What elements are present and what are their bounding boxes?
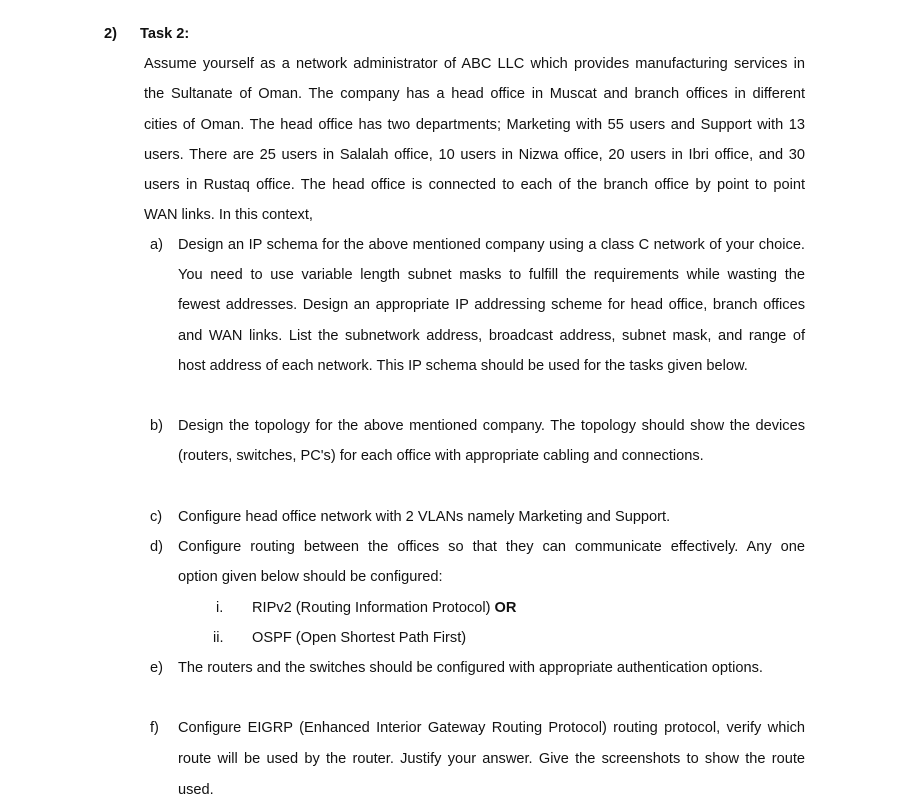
- item-label: b): [150, 418, 163, 434]
- item-line: The routers and the switches should be configured with appropriate authentication options.: [178, 660, 763, 676]
- item-line: Configure EIGRP (Enhanced Interior Gateway Routing Protocol) routing protocol, verify which: [178, 720, 805, 736]
- item-line: You need to use variable length subnet masks to fulfill the requirements while wasting the: [178, 267, 805, 283]
- intro-line: users in Rustaq office. The head office is connected to each of the branch office by point to point: [144, 177, 805, 193]
- question-number: 2): [104, 26, 117, 42]
- task-title: Task 2:: [140, 26, 190, 42]
- item-label: f): [150, 720, 159, 736]
- option-text: OSPF (Open Shortest Path First): [252, 630, 467, 646]
- option-text-main: RIPv2 (Routing Information Protocol): [252, 600, 491, 616]
- option-label: i.: [216, 600, 224, 616]
- intro-line: WAN links. In this context,: [144, 207, 313, 223]
- item-line: host address of each network. This IP schema should be used for the tasks given below.: [178, 358, 748, 374]
- item-label: c): [150, 509, 163, 525]
- item-line: (routers, switches, PC's) for each office with appropriate cabling and connections.: [178, 448, 704, 464]
- item-line: route will be used by the router. Justify your answer. Give the screenshots to show the route: [178, 751, 805, 767]
- item-label: d): [150, 539, 163, 555]
- option-or: OR: [494, 600, 517, 616]
- item-line: Design an IP schema for the above mentioned company using a class C network of your choice.: [178, 237, 805, 253]
- item-line: fewest addresses. Design an appropriate IP addressing scheme for head office, branch offices: [178, 297, 805, 313]
- item-line: used.: [178, 782, 214, 798]
- intro-line: users. There are 25 users in Salalah office, 10 users in Nizwa office, 20 users in Ibri office, and 30: [144, 147, 805, 163]
- item-line: Configure head office network with 2 VLANs namely Marketing and Support.: [178, 509, 671, 525]
- option-label: ii.: [213, 630, 224, 646]
- intro-line: Assume yourself as a network administrator of ABC LLC which provides manufacturing services in: [144, 56, 805, 72]
- intro-line: the Sultanate of Oman. The company has a head office in Muscat and branch offices in different: [144, 86, 805, 102]
- item-label: a): [150, 237, 163, 253]
- item-line: Configure routing between the offices so that they can communicate effectively. Any one: [178, 539, 805, 555]
- item-line: and WAN links. List the subnetwork address, broadcast address, subnet mask, and range of: [178, 328, 805, 344]
- item-line: Design the topology for the above mentioned company. The topology should show the devices: [178, 418, 805, 434]
- option-text: [252, 600, 516, 616]
- item-label: e): [150, 660, 163, 676]
- intro-line: cities of Oman. The head office has two departments; Marketing with 55 users and Support with 13: [144, 117, 805, 133]
- item-line: option given below should be configured:: [178, 569, 443, 585]
